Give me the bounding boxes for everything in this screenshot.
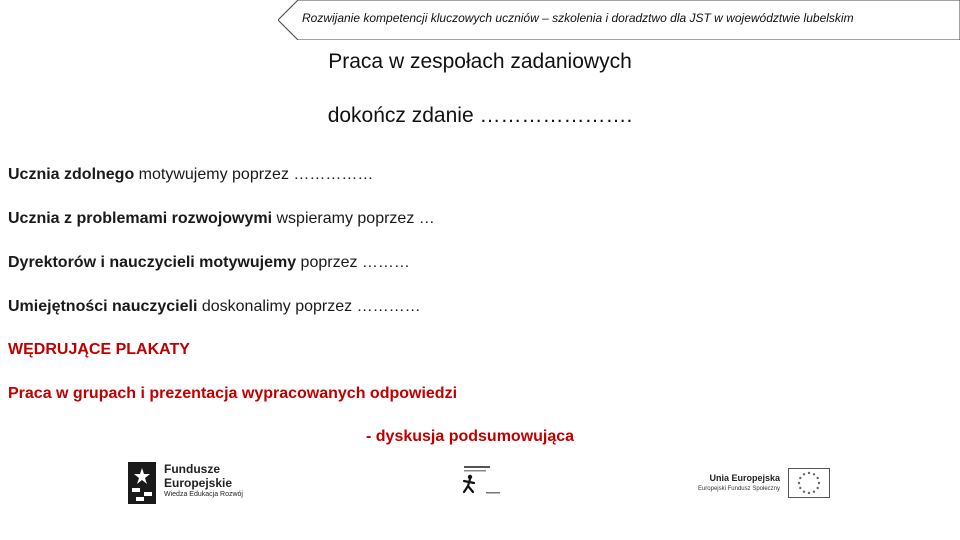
fundusze-europejskie-logo: [128, 460, 268, 506]
banner-text: Rozwijanie kompetencji kluczowych uczniów – szkolenia i doradztwo dla JST w województwie lubelskim: [302, 11, 854, 25]
fe-line3: Wiedza Edukacja Rozwój: [164, 491, 243, 498]
discussion-text: - dyskusja podsumowująca: [366, 428, 575, 445]
prompt-bold: Ucznia zdolnego: [8, 166, 135, 183]
prompt-bold: z problemami rozwojowymi: [64, 210, 273, 227]
prompt-teacher-skills: [8, 298, 421, 316]
prompt-gifted-student: [8, 166, 373, 184]
fe-line1: Fundusze: [164, 462, 220, 476]
unia-europejska-logo: [688, 468, 834, 500]
prompt-bold-lead: Ucznia: [8, 210, 65, 227]
header-banner: [278, 0, 960, 40]
ue-line2: Europejski Fundusz Społeczny: [697, 486, 780, 492]
ue-line1: Unia Europejska: [709, 473, 780, 483]
partner-logo: [458, 464, 506, 498]
fe-line2: Europejskie: [164, 476, 233, 490]
slide-title: Praca w zespołach zadaniowych: [328, 50, 632, 73]
eu-flag-icon: [788, 468, 830, 498]
prompt-rest: poprzez ………: [296, 254, 410, 271]
prompt-rest: motywujemy poprzez ……………: [134, 166, 374, 183]
fe-star-mark-icon: [128, 462, 156, 504]
prompt-bold: Dyrektorów i nauczycieli motywujemy: [8, 254, 297, 271]
prompt-directors-teachers: [8, 254, 410, 272]
prompt-bold: Umiejętności nauczycieli: [8, 298, 198, 315]
slide-subtitle: dokończ zdanie ………………….: [327, 104, 633, 127]
method-title: WĘDRUJĄCE PLAKATY: [8, 341, 190, 358]
running-figure-icon: [458, 464, 506, 498]
prompt-rest: doskonalimy poprzez …………: [197, 298, 421, 315]
prompt-rest: wspieramy poprzez …: [272, 210, 435, 227]
group-work-text: Praca w grupach i prezentacja wypracowanych odpowiedzi: [8, 385, 458, 402]
prompt-developmental-problems: [8, 210, 435, 228]
